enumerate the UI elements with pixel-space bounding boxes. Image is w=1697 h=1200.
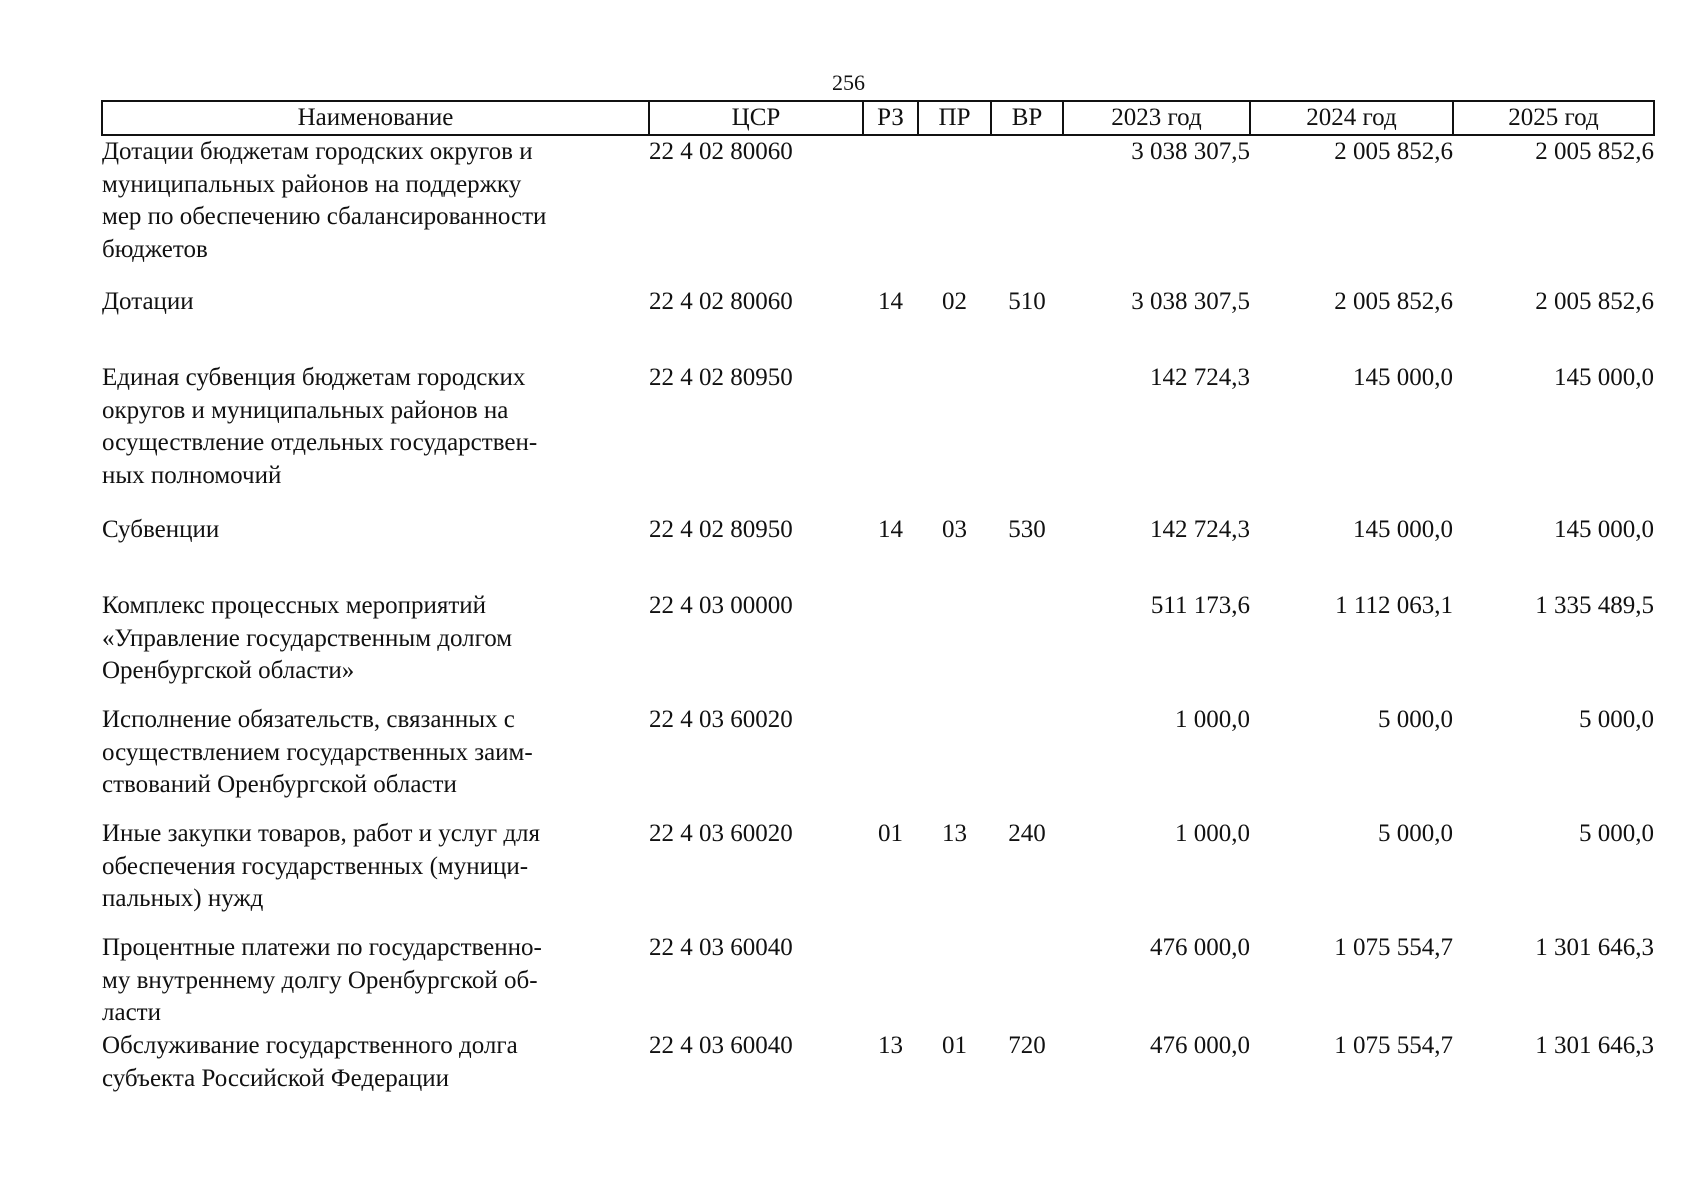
row-name [102,514,649,590]
row-rz: 14 [878,288,903,315]
row-name-line: Дотации [102,288,194,315]
row-vr [991,932,1063,1030]
row-name-line: Комплекс процессных мероприятий [102,592,487,619]
row-name-line: округов и муниципальных районов на [102,396,509,424]
row-amount-2024: 1 075 554,7 [1334,1032,1453,1059]
row-vr [991,590,1063,704]
row-pr [918,362,991,514]
row-vr: 720 [1008,1032,1046,1059]
row-name-line: субъекта Российской Федерации [102,1064,449,1092]
row-csr: 22 4 02 80060 [649,138,793,165]
row-amount-2023: 3 038 307,5 [1131,138,1250,165]
row-vr [991,704,1063,818]
row-name-line: Оренбургской области» [102,657,355,684]
header-rz: РЗ [863,101,918,135]
row-vr [991,362,1063,514]
table-row [102,704,1654,818]
row-rz: 14 [878,516,903,543]
table-row [102,818,1654,932]
row-rz [863,590,918,704]
row-amount-2024: 145 000,0 [1353,516,1453,543]
row-amount-2025: 1 301 646,3 [1535,934,1654,961]
row-name [102,932,649,1030]
table-row [102,362,1654,514]
row-rz [863,704,918,818]
row-name-line: Исполнение обязательств, связанных с [102,706,515,733]
header-csr: ЦСР [649,101,863,135]
row-name-line: Субвенции [102,516,220,543]
row-amount-2023: 1 000,0 [1175,820,1250,847]
row-pr: 03 [942,516,967,543]
table-row [102,514,1654,590]
row-csr: 22 4 03 60020 [649,706,793,733]
row-amount-2025: 2 005 852,6 [1535,288,1654,315]
row-amount-2023: 1 000,0 [1175,706,1250,733]
row-vr: 530 [1008,516,1046,543]
row-amount-2025: 2 005 852,6 [1535,138,1654,165]
row-amount-2025: 1 335 489,5 [1535,592,1654,619]
table-row [102,1030,1654,1100]
row-amount-2025: 1 301 646,3 [1535,1032,1654,1059]
header-row [102,101,1654,135]
row-name [102,590,649,704]
row-csr: 22 4 03 00000 [649,592,793,619]
row-name [102,135,649,286]
row-name-line: осуществлением государственных заим- [102,738,533,766]
row-amount-2024: 5 000,0 [1378,706,1453,733]
table-row [102,932,1654,1030]
row-amount-2024: 2 005 852,6 [1334,288,1453,315]
header-vr: ВР [991,101,1063,135]
row-name-line: Обслуживание государственного долга [102,1032,518,1059]
row-amount-2024: 1 075 554,7 [1334,934,1453,961]
row-vr [991,135,1063,286]
row-name [102,362,649,514]
row-amount-2023: 476 000,0 [1150,934,1250,961]
row-amount-2025: 5 000,0 [1579,820,1654,847]
row-name-line: осуществление отдельных государствен- [102,429,538,456]
header-year-2024: 2024 год [1250,101,1453,135]
header-year-2025: 2025 год [1453,101,1654,135]
row-name-line: обеспечения государственных (муници- [102,852,529,880]
row-rz [863,135,918,286]
row-name [102,1030,649,1100]
row-name-line: ных полномочий [102,461,282,489]
row-rz: 01 [878,820,903,847]
row-name-line: «Управление государственным долгом [102,624,513,652]
row-pr: 01 [942,1032,967,1059]
row-name-line: Процентные платежи по государственно- [102,934,542,961]
table-row [102,286,1654,362]
row-vr: 510 [1008,288,1046,315]
row-csr: 22 4 03 60020 [649,820,793,847]
row-amount-2023: 142 724,3 [1150,364,1250,391]
row-pr: 13 [942,820,967,847]
row-amount-2023: 3 038 307,5 [1131,288,1250,315]
row-amount-2023: 511 173,6 [1150,592,1250,619]
row-pr [918,704,991,818]
row-amount-2024: 5 000,0 [1378,820,1453,847]
row-amount-2023: 476 000,0 [1150,1032,1250,1059]
header-name: Наименование [102,101,649,135]
row-name [102,818,649,932]
row-name [102,704,649,818]
row-name-line: муниципальных районов на поддержку [102,170,522,198]
row-rz [863,362,918,514]
row-pr [918,932,991,1030]
row-name [102,286,649,362]
row-name-line: ласти [102,999,161,1026]
row-name-line: Дотации бюджетам городских округов и [102,138,533,165]
row-pr [918,590,991,704]
row-amount-2025: 145 000,0 [1554,516,1654,543]
page-number: 256 [832,70,865,95]
row-csr: 22 4 02 80950 [649,516,793,543]
row-amount-2024: 2 005 852,6 [1334,138,1453,165]
row-name-line: пальных) нужд [102,885,264,912]
row-rz [863,932,918,1030]
row-vr: 240 [1008,820,1046,847]
row-pr: 02 [942,288,967,315]
row-name-line: ствований Оренбургской области [102,771,457,798]
row-name-line: Иные закупки товаров, работ и услуг для [102,820,541,847]
row-amount-2025: 5 000,0 [1579,706,1654,733]
row-rz: 13 [878,1032,903,1059]
row-name-line: му внутреннему долгу Оренбургской об- [102,966,538,994]
row-name-line: мер по обеспечению сбалансированности [102,203,547,230]
row-name-line: Единая субвенция бюджетам городских [102,364,526,391]
budget-table [101,100,1655,1100]
table-row [102,590,1654,704]
header-year-2023: 2023 год [1063,101,1250,135]
row-csr: 22 4 03 60040 [649,934,793,961]
row-pr [918,135,991,286]
row-csr: 22 4 02 80060 [649,288,793,315]
row-amount-2025: 145 000,0 [1554,364,1654,391]
row-amount-2023: 142 724,3 [1150,516,1250,543]
row-amount-2024: 1 112 063,1 [1335,592,1453,619]
row-amount-2024: 145 000,0 [1353,364,1453,391]
header-pr: ПР [918,101,991,135]
row-csr: 22 4 03 60040 [649,1032,793,1059]
row-csr: 22 4 02 80950 [649,364,793,391]
row-name-line: бюджетов [102,235,208,263]
table-row [102,135,1654,286]
